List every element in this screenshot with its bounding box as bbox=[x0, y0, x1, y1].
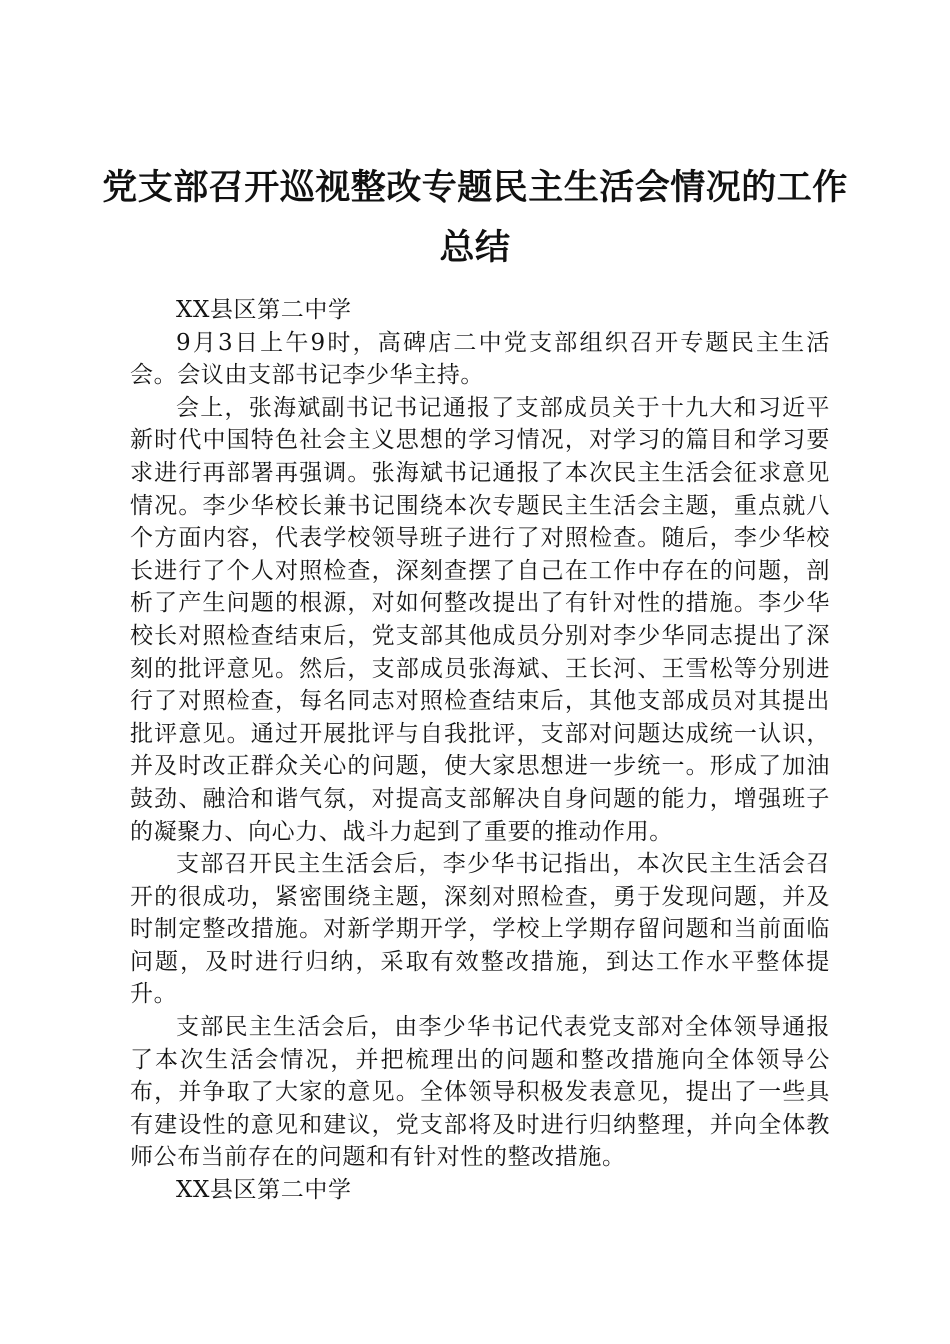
paragraph-meeting-process: 会上，张海斌副书记书记通报了支部成员关于十九大和习近平新时代中国特色社会主义思想的学习情况，对学习的篇目和学习要求进行再部署再强调。张海斌书记通报了本次民主生活会征求意见情况。李少华校长兼书记围绕本次专题民主生活会主题，重点就八个方面内容，代表学校领导班子进行了对照检查。随后，李少华校长进行了个人对照检查，深刻查摆了自己在工作中存在的问题，剖析了产生问题的根源，对如何整改提出了有针对性的措施。李少华校长对照检查结束后，党支部其他成员分别对李少华同志提出了深刻的批评意见。然后，支部成员张海斌、王长河、王雪松等分别进行了对照检查，每名同志对照检查结束后，其他支部成员对其提出批评意见。通过开展批评与自我批评，支部对问题达成统一认识，并及时改正群众关心的问题，使大家思想进一步统一。形成了加油鼓劲、融洽和谐气氛，对提高支部解决自身问题的能力，增强班子的凝聚力、向心力、战斗力起到了重要的推动作用。 bbox=[130, 394, 830, 845]
paragraph-secretary-remarks: 支部召开民主生活会后，李少华书记指出，本次民主生活会召开的很成功，紧密围绕主题，深刻对照检查，勇于发现问题，并及时制定整改措施。对新学期开学，学校上学期存留问题和当前面临问题，及时进行归纳，采取有效整改措施，到达工作水平整体提升。 bbox=[130, 851, 830, 1008]
footer-school-name: XX县区第二中学 bbox=[176, 1177, 352, 1204]
paragraph-follow-up: 支部民主生活会后，由李少华书记代表党支部对全体领导通报了本次生活会情况，并把梳理出的问题和整改措施向全体领导公布，并争取了大家的意见。全体领导积极发表意见，提出了一些具有建设性的意见和建议，党支部将及时进行归纳整理，并向全体教师公布当前存在的问题和有针对性的整改措施。 bbox=[130, 1014, 830, 1171]
header-school-name: XX县区第二中学 bbox=[176, 297, 352, 323]
document-body bbox=[130, 294, 830, 1207]
paragraph-meeting-intro: 9月3日上午9时，高碑店二中党支部组织召开专题民主生活会。会议由支部书记李少华主持。 bbox=[130, 329, 830, 389]
document-title: 党支部召开巡视整改专题民主生活会情况的工作总结 bbox=[102, 167, 848, 268]
